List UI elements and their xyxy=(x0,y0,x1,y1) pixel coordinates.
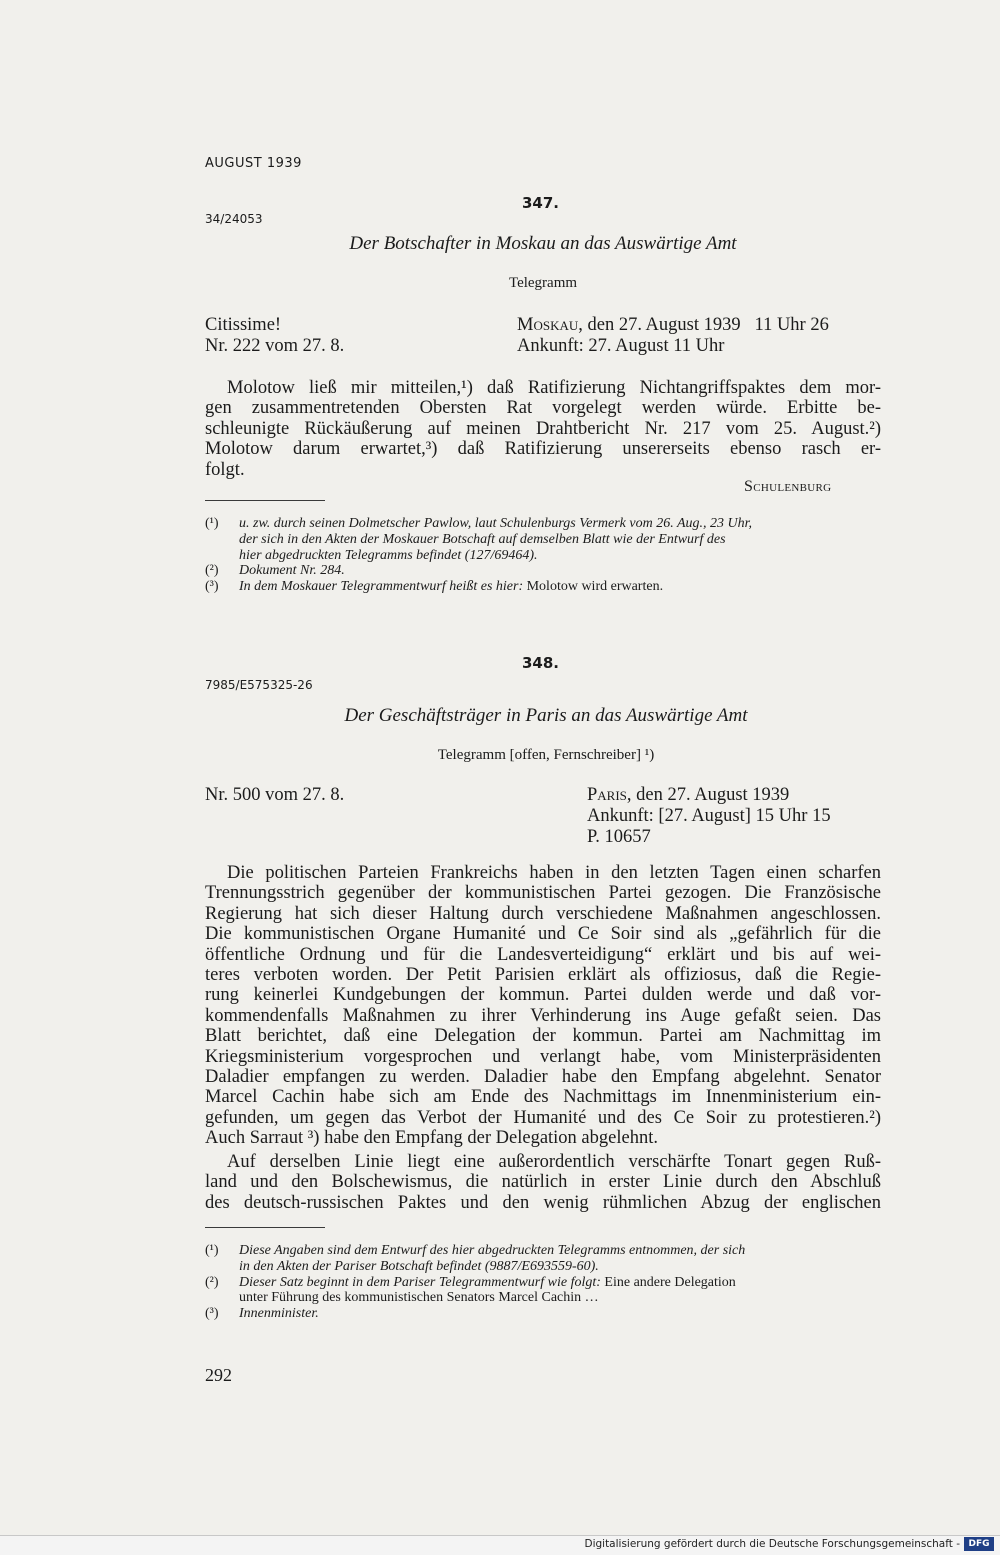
text-line: Molotow darum erwartet,³) daß Ratifizierung unsererseits ebenso rasch er- xyxy=(205,439,881,460)
text-line: des deutsch-russischen Paktes und den wenig rühmlichen Abzug der englischen xyxy=(205,1192,881,1213)
header-left-line-1: Nr. 500 vom 27. 8. xyxy=(205,785,345,805)
footnote: (²) Dieser Satz beginnt in dem Pariser Telegrammentwurf wie folgt: Eine andere Delegation unter Führung des kommunistischen Senators Marcel Cachin … xyxy=(205,1274,736,1306)
header-right-line-2: Ankunft: 27. August 11 Uhr xyxy=(517,336,725,356)
text-line: Kriegsministerium vorgesprochen und verlangt habe, vom Ministerpräsidenten xyxy=(205,1046,881,1067)
document-title-347: Der Botschafter in Moskau an das Auswärtige Amt xyxy=(349,233,737,254)
document-subtitle-348: Telegramm [offen, Fernschreiber] ¹) xyxy=(437,747,655,763)
body-paragraph-348-a xyxy=(205,863,881,1148)
text-line: Auch Sarraut ³) habe den Empfang der Delegation abgelehnt. xyxy=(205,1128,658,1149)
document-subtitle-347: Telegramm xyxy=(508,275,578,291)
header-right-line-2: Ankunft: [27. August] 15 Uhr 15 xyxy=(587,806,831,826)
footnote: (²) Dokument Nr. 284. xyxy=(205,563,345,579)
funding-notice: Digitalisierung gefördert durch die Deutsche Forschungsgemeinschaft - xyxy=(584,1538,960,1550)
text-line: Marcel Cachin habe sich am Ende des Nachmittags im Innenministerium ein- xyxy=(205,1087,881,1108)
text-line: Die politischen Parteien Frankreichs haben in den letzten Tagen einen scharfen xyxy=(227,863,881,883)
footnote: (¹) u. zw. durch seinen Dolmetscher Pawlow, laut Schulenburgs Vermerk vom 26. Aug., 23 Uhr, der sich in den Akten der Moskauer Botschaft auf demselben Blatt wie der Entwurf des hier abgedruckten Telegramms befindet (127/69464). xyxy=(205,516,753,563)
signature: Schulenburg xyxy=(744,478,832,495)
header-right-line-1: Moskau, den 27. August 1939 11 Uhr 26 xyxy=(517,315,829,335)
header-right-line-1: Paris, den 27. August 1939 xyxy=(587,785,790,805)
text-line: Daladier empfangen zu werden. Daladier habe den Empfang abgelehnt. Senator xyxy=(205,1066,881,1087)
footnotes-347 xyxy=(205,516,885,595)
text-line: rung keinerlei Kundgebungen der kommun. Partei dulden werde und daß vor- xyxy=(205,985,881,1006)
footnote-divider xyxy=(205,500,325,501)
text-line: Blatt berichtet, daß eine Delegation der kommun. Partei am Nachmittag im xyxy=(205,1026,881,1047)
text-line: Molotow ließ mir mitteilen,¹) daß Ratifizierung Nichtangriffspaktes dem mor- xyxy=(227,378,881,398)
document-title-348: Der Geschäftsträger in Paris an das Auswärtige Amt xyxy=(344,705,748,726)
footnotes-348 xyxy=(205,1243,885,1322)
text-line: Trennungsstrich gegenüber der kommunistischen Partei gezogen. Die Französische xyxy=(205,883,881,904)
page-number: 292 xyxy=(205,1365,232,1385)
header-left-line-1: Citissime! xyxy=(205,315,282,335)
text-line: Auf derselben Linie liegt eine außerordentlich verschärfte Tonart gegen Ruß- xyxy=(227,1152,881,1172)
footnote-divider xyxy=(205,1227,325,1228)
body-paragraph-347 xyxy=(205,378,881,480)
document-number-347: 347. xyxy=(522,194,560,212)
text-line: folgt. xyxy=(205,459,245,480)
footnote: (¹) Diese Angaben sind dem Entwurf des hier abgedruckten Telegramms entnommen, der sich in den Akten der Pariser Botschaft befindet (9887/E693559-60). xyxy=(205,1243,746,1274)
archive-reference-347: 34/24053 xyxy=(205,212,263,226)
header-left-line-2: Nr. 222 vom 27. 8. xyxy=(205,336,345,356)
text-line: Die kommunistischen Organe Humanité und Ce Soir sind als „gefährlich für die xyxy=(205,924,881,945)
body-paragraph-348-b xyxy=(205,1152,881,1213)
text-line: öffentliche Ordnung und für die Landesverteidigung“ erklärt und bis auf wei- xyxy=(205,944,881,965)
text-line: Regierung hat sich dieser Haltung durch verschiedene Maßnahmen angeschlossen. xyxy=(205,903,881,924)
header-right-line-3: P. 10657 xyxy=(587,827,651,847)
footnote: (³) In dem Moskauer Telegrammentwurf heißt es hier: Molotow wird erwarten. xyxy=(205,579,664,595)
text-line: schleunigte Rückäußerung auf meinen Drahtbericht Nr. 217 vom 25. August.²) xyxy=(205,418,881,439)
dfg-logo-icon: DFG xyxy=(964,1537,994,1551)
footnote: (³) Innenminister. xyxy=(205,1306,319,1322)
text-line: gefunden, um gegen das Verbot der Humanité und des Ce Soir zu protestieren.²) xyxy=(205,1107,881,1128)
text-line: kommendenfalls Maßnahmen zu ihrer Verhinderung ins Auge gefaßt seien. Das xyxy=(205,1005,881,1026)
archive-reference-348: 7985/E575325-26 xyxy=(205,678,313,692)
text-line: land und den Bolschewismus, die natürlich in erster Linie durch den Abschluß xyxy=(205,1172,881,1193)
text-line: teres verboten worden. Der Petit Parisien erklärt als offiziosus, daß die Regie- xyxy=(205,964,881,985)
text-line: gen zusammentretenden Obersten Rat vorgelegt werden würde. Erbitte be- xyxy=(205,398,881,419)
document-number-348: 348. xyxy=(522,654,560,672)
running-title: AUGUST 1939 xyxy=(205,156,302,171)
